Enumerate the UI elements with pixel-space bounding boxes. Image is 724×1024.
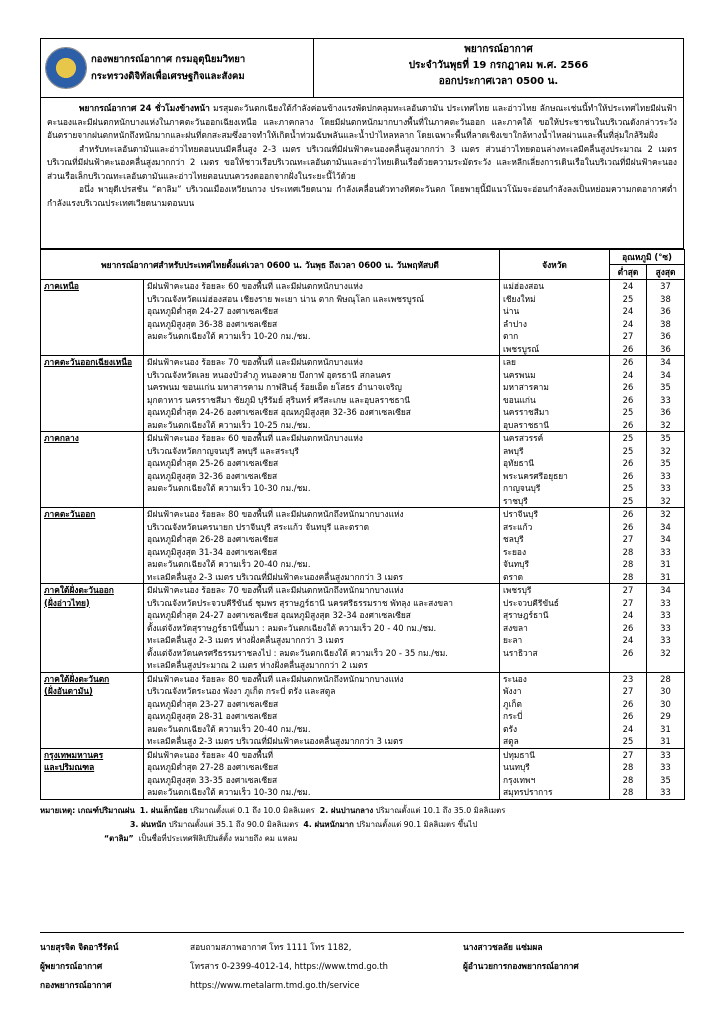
min-temp: 28 [622, 774, 634, 785]
issued-time: ออกประกาศเวลา 0500 น. [438, 76, 559, 87]
notes [40, 804, 684, 846]
region-subname: (ฝั่งอันดามัน) [44, 686, 93, 696]
min-temp: 27 [622, 534, 634, 544]
province-name: นราธิวาส [503, 647, 538, 658]
province-name: ตาก [503, 331, 519, 341]
header-org [41, 39, 314, 97]
region-forecast-cell [144, 432, 500, 508]
forecast-line: ทะเลมีคลื่นสูง 2-3 เมตร ห่างฝั่งคลื่นสูงมากกว่า 3 เมตร [147, 635, 344, 645]
forecast-line: อุณหภูมิสูงสุด 31-34 องศาเซลเซียส [147, 546, 278, 557]
contact-fax-link[interactable]: โทรสาร 0-2399-4012-14, https://www.tmd.go.th [190, 961, 388, 971]
forecast-line: มีฝนฟ้าคะนอง ร้อยละ 60 ของพื้นที่ และมีฝนตกหนักบางแห่ง [147, 433, 363, 443]
region-name: ภาคตะวันออก [44, 509, 96, 519]
max-temp-cell [647, 432, 685, 508]
min-temp: 25 [622, 445, 634, 456]
province-name-cell [500, 508, 610, 584]
region-name: กรุงเทพมหานคร [44, 749, 104, 760]
min-temp: 24 [622, 369, 634, 380]
footer-divider [40, 932, 684, 933]
org-line-1: กองพยากรณ์อากาศ กรมอุตุนิยมวิทยา [91, 54, 246, 65]
province-name-cell [500, 356, 610, 432]
region-name: ภาคกลาง [44, 433, 79, 443]
max-temp: 32 [660, 495, 671, 506]
max-temp: 34 [660, 357, 671, 367]
min-temp: 24 [622, 635, 634, 645]
province-name: สระแก้ว [503, 521, 533, 532]
max-temp: 30 [660, 698, 671, 709]
max-temp: 33 [660, 610, 671, 620]
max-temp: 33 [660, 762, 671, 772]
forecast-line: อุณหภูมิต่ำสุด 25-26 องศาเซลเซียส [147, 458, 279, 468]
region-name: ภาคตะวันออกเฉียงเหนือ [44, 357, 133, 367]
max-temp: 33 [660, 546, 671, 557]
max-temp: 34 [660, 534, 671, 544]
max-temp: 33 [660, 470, 671, 481]
min-temp: 26 [622, 458, 634, 468]
max-temp: 33 [660, 635, 671, 645]
max-temp-cell [647, 584, 685, 673]
min-temp: 25 [622, 407, 634, 417]
min-temp: 26 [622, 521, 634, 532]
forecaster-division: กองพยากรณ์อากาศ [40, 980, 112, 990]
province-name: สมุทรปราการ [503, 787, 553, 797]
min-temp: 26 [622, 711, 634, 721]
max-temp: 34 [660, 369, 671, 380]
province-name: นครพนม [503, 369, 536, 380]
province-name: ตรัง [503, 723, 518, 734]
forecast-line: อุณหภูมิต่ำสุด 24-27 องศาเซลเซียส [147, 306, 279, 316]
region-forecast-cell [144, 584, 500, 673]
forecast-line: บริเวณจังหวัดระนอง พังงา ภูเก็ต กระบี่ ตรัง และสตูล [147, 686, 336, 696]
max-temp: 36 [660, 343, 671, 354]
province-name: จันทบุรี [503, 559, 529, 569]
max-temp: 36 [660, 306, 671, 316]
province-name: กาญจนบุรี [503, 483, 541, 493]
forecaster-role: ผู้พยากรณ์อากาศ [40, 961, 103, 971]
max-temp-cell [647, 508, 685, 584]
max-temp: 34 [660, 585, 671, 595]
max-temp: 33 [660, 787, 671, 797]
province-name: ลำปาง [503, 318, 527, 329]
province-name: อุทัยธานี [503, 458, 535, 468]
province-name: นครสวรรค์ [503, 433, 544, 443]
min-temp: 26 [622, 698, 634, 709]
org-line-2: กระทรวงดิจิทัลเพื่อเศรษฐกิจและสังคม [91, 71, 245, 82]
max-temp: 35 [660, 433, 671, 443]
forecast-line: บริเวณจังหวัดกาญจนบุรี ลพบุรี และสระบุรี [147, 445, 299, 456]
rain-level-2: 2. ฝนปานกลาง [319, 805, 374, 815]
province-name: พระนครศรีอยุธยา [503, 470, 568, 481]
province-name: ชลบุรี [503, 534, 524, 544]
province-name: เชียงใหม่ [503, 293, 536, 304]
contact-phone: สอบถามสภาพอากาศ โทร 1111 โทร 1182, [190, 942, 352, 952]
min-temp: 25 [622, 483, 634, 493]
region-forecast-cell [144, 748, 500, 799]
min-temp: 24 [622, 610, 634, 620]
max-temp: 35 [660, 382, 671, 392]
region-row [41, 356, 685, 432]
regional-forecast-table [40, 249, 685, 800]
max-temp: 33 [660, 597, 671, 608]
header-title-block [314, 39, 683, 97]
forecast-line: ทะเลมีคลื่นสูง 2-3 เมตร บริเวณที่มีฝนฟ้าคะนองคลื่นสูงมากกว่า 3 เมตร [147, 736, 403, 746]
min-temp-cell [610, 584, 647, 673]
min-temp: 28 [622, 762, 634, 772]
province-name: เพชรบูรณ์ [503, 343, 540, 354]
min-temp: 25 [622, 433, 634, 443]
forecast-line: อุณหภูมิต่ำสุด 24-27 องศาเซลเซียส อุณหภูมิสูงสุด 32-34 องศาเซลเซียส [147, 610, 411, 620]
forecast-line: บริเวณจังหวัดนครนายก ปราจีนบุรี สระแก้ว จันทบุรี และตราด [147, 521, 370, 532]
max-temp: 32 [660, 647, 671, 658]
director-name: นางสาวชลลัย แซ่มผล [463, 942, 543, 952]
province-name-cell [500, 280, 610, 356]
forecast-line: บริเวณจังหวัดประจวบคีรีขันธ์ ชุมพร สุราษฎร์ธานี นครศรีธรรมราช พัทลุง และสงขลา [147, 597, 453, 608]
region-forecast-cell [144, 672, 500, 748]
province-name-cell [500, 584, 610, 673]
province-name: ระยอง [503, 546, 527, 557]
forecast-line: ทะเลมีคลื่นสูง 2-3 เมตร บริเวณที่มีฝนฟ้าคะนองคลื่นสูงมากกว่า 3 เมตร [147, 571, 403, 582]
forecast-line: มีฝนฟ้าคะนอง ร้อยละ 80 ของพื้นที่ และมีฝนตกหนักถึงหนักมากบางแห่ง [147, 673, 404, 684]
forecast-line: มีฝนฟ้าคะนอง ร้อยละ 80 ของพื้นที่ และมีฝนตกหนักถึงหนักมากบางแห่ง [147, 509, 404, 519]
min-temp: 28 [622, 559, 634, 569]
min-temp: 24 [622, 723, 634, 734]
max-temp: 29 [660, 711, 671, 721]
forecast-line: อุณหภูมิต่ำสุด 23-27 องศาเซลเซียส [147, 698, 279, 709]
forecast-line: ลมตะวันตกเฉียงใต้ ความเร็ว 10-30 กม./ชม. [147, 483, 311, 493]
forecast-line: อุณหภูมิต่ำสุด 26-28 องศาเซลเซียส [147, 534, 279, 544]
min-temp: 24 [622, 281, 634, 291]
min-temp: 25 [622, 293, 634, 304]
forecast-line: บริเวณจังหวัดแม่ฮ่องสอน เชียงราย พะเยา น่าน ตาก พิษณุโลก และเพชรบูรณ์ [147, 293, 424, 304]
min-temp: 26 [622, 470, 634, 481]
region-subname: และปริมณฑล [44, 762, 95, 772]
rain-level-4-range: ปริมาณตั้งแต่ 90.1 มิลลิเมตร ขึ้นไป [356, 819, 478, 829]
forecast-line: ลมตะวันตกเฉียงใต้ ความเร็ว 10-30 กม./ชม. [147, 787, 311, 797]
min-temp: 26 [622, 382, 634, 392]
min-temp: 27 [622, 597, 634, 608]
province-name: นนทบุรี [503, 762, 530, 772]
province-name: สงขลา [503, 622, 528, 633]
max-temp: 33 [660, 483, 671, 493]
min-temp: 28 [622, 787, 634, 797]
header-forecast: พยากรณ์อากาศสำหรับประเทศไทยตั้งแต่เวลา 0600 น. วันพุธ ถึงเวลา 0600 น. วันพฤหัสบดี [41, 250, 500, 280]
max-temp: 32 [660, 419, 671, 430]
min-temp: 28 [622, 571, 634, 582]
summary-lead: พยากรณ์อากาศ 24 ชั่วโมงข้างหน้า [79, 103, 210, 113]
max-temp: 32 [660, 445, 671, 456]
province-name: น่าน [503, 306, 520, 316]
region-row [41, 584, 685, 673]
region-name-cell [41, 584, 144, 673]
max-temp: 36 [660, 407, 671, 417]
max-temp-cell [647, 748, 685, 799]
header-temperature: อุณหภูมิ (°ซ) [610, 250, 685, 265]
province-name: นครราชสีมา [503, 407, 550, 417]
forecast-line: อุณหภูมิต่ำสุด 27-28 องศาเซลเซียส [147, 762, 279, 772]
min-temp: 25 [622, 736, 634, 746]
min-temp: 26 [622, 509, 634, 519]
forecast-line: มีฝนฟ้าคะนอง ร้อยละ 70 ของพื้นที่ และมีฝนตกหนักถึงหนักมากบางแห่ง [147, 585, 404, 595]
summary-paragraph-3: อนึ่ง พายุดีเปรสชัน “ตาลิม” บริเวณเมืองเหวียนกวง ประเทศเวียดนาม กำลังเคลื่อนตัวทางทิศตะวันตก โดยพายุนี้มีแนวโน้มจะอ่อนกำลังลงเป็นหย่อมความกดอากาศต่ำกำลังแรงบริเวณประเทศเวียดนามตอนบน [47, 184, 677, 208]
province-name-cell [500, 432, 610, 508]
province-name: ยะลา [503, 635, 523, 645]
forecast-line: มีฝนฟ้าคะนอง ร้อยละ 40 ของพื้นที่ [147, 749, 274, 760]
storm-name: “ตาลิม” [104, 833, 134, 843]
max-temp: 36 [660, 331, 671, 341]
forecast-line: อุณหภูมิสูงสุด 32-36 องศาเซลเซียส [147, 470, 278, 481]
header-max: สูงสุด [647, 265, 685, 280]
summary-paragraph-2: สำหรับทะเลอันดามันและอ่าวไทยตอนบนมีคลื่นสูง 2-3 เมตร บริเวณที่มีฝนฟ้าคะนองคลื่นสูงมากกว่า 3 เมตร ส่วนอ่าวไทยตอนล่างทะเลมีคลื่นสูงประมาณ 2 เมตร บริเวณที่มีฝนฟ้าคะนองคลื่นสูงมากกว่า 2 เมตร ขอให้ชาวเรือบริเวณทะเลอันดามันและอ่าวไทยเดินเรือด้วยความระมัดระวัง และหลีกเลี่ยงการเดินเรือในบริเวณที่มีฝนฟ้าคะนอง ส่วนเรือเล็กบริเวณทะเลอันดามันและอ่าวไทยตอนบนควรงดออกจากฝั่งในระยะนี้ไว้ด้วย [47, 143, 677, 181]
region-row [41, 672, 685, 748]
min-temp: 28 [622, 546, 634, 557]
forecast-line: อุณหภูมิสูงสุด 36-38 องศาเซลเซียส [147, 318, 278, 329]
service-link[interactable]: https://www.metalarm.tmd.go.th/service [190, 980, 360, 990]
province-name-cell [500, 748, 610, 799]
province-name: ระนอง [503, 673, 527, 684]
min-temp: 27 [622, 749, 634, 760]
province-name: ขอนแก่น [503, 394, 536, 405]
max-temp: 38 [660, 293, 671, 304]
min-temp: 25 [622, 495, 634, 506]
rain-level-1: 1. ฝนเล็กน้อย [139, 805, 188, 815]
forecast-line: บริเวณจังหวัดเลย หนองบัวลำภู หนองคาย บึงกาฬ อุดรธานี สกลนคร [147, 369, 391, 380]
region-row [41, 432, 685, 508]
province-name: ประจวบคีรีขันธ์ [503, 597, 559, 608]
rain-level-1-range: ปริมาณตั้งแต่ 0.1 ถึง 10.0 มิลลิเมตร [190, 805, 315, 815]
forecast-line: ลมตะวันตกเฉียงใต้ ความเร็ว 20-40 กม./ชม. [147, 723, 311, 734]
forecast-line: ตั้งแต่จังหวัดสุราษฎร์ธานีขึ้นมา : ลมตะวันตกเฉียงใต้ ความเร็ว 20 - 40 กม./ชม. [147, 622, 437, 633]
min-temp: 27 [622, 331, 634, 341]
min-temp-cell [610, 280, 647, 356]
max-temp: 33 [660, 394, 671, 405]
forecast-line: อุณหภูมิสูงสุด 28-31 องศาเซลเซียส [147, 711, 278, 721]
region-name-cell [41, 432, 144, 508]
min-temp: 26 [622, 647, 634, 658]
forecast-line: อุณหภูมิสูงสุด 33-35 องศาเซลเซียส [147, 774, 278, 785]
forecast-line: มีฝนฟ้าคะนอง ร้อยละ 60 ของพื้นที่ และมีฝนตกหนักบางแห่ง [147, 281, 363, 291]
forecast-line: มีฝนฟ้าคะนอง ร้อยละ 70 ของพื้นที่ และมีฝนตกหนักบางแห่ง [147, 357, 363, 367]
province-name: ตราด [503, 571, 524, 582]
max-temp-cell [647, 356, 685, 432]
min-temp: 23 [622, 673, 634, 684]
region-name-cell [41, 280, 144, 356]
region-row [41, 508, 685, 584]
forecast-date: ประจำวันพุธที่ 19 กรกฎาคม พ.ศ. 2566 [408, 60, 589, 71]
header-min: ต่ำสุด [610, 265, 647, 280]
max-temp: 35 [660, 774, 671, 785]
min-temp: 26 [622, 343, 634, 354]
region-name-cell [41, 672, 144, 748]
max-temp: 31 [660, 559, 671, 569]
tmd-logo-icon [45, 47, 87, 89]
max-temp: 38 [660, 318, 671, 329]
region-name-cell [41, 356, 144, 432]
min-temp: 24 [622, 306, 634, 316]
max-temp: 30 [660, 686, 671, 696]
region-forecast-cell [144, 356, 500, 432]
storm-name-meaning: เป็นชื่อที่ประเทศฟิลิปปินส์ตั้ง หมายถึง คม แหลม [138, 833, 298, 843]
max-temp: 31 [660, 571, 671, 582]
forecast-line: ลมตะวันตกเฉียงใต้ ความเร็ว 10-25 กม./ชม. [147, 419, 311, 430]
min-temp: 24 [622, 318, 634, 329]
province-name: กรุงเทพฯ [503, 774, 536, 785]
max-temp: 31 [660, 723, 671, 734]
min-temp-cell [610, 432, 647, 508]
forecast-page [40, 38, 684, 846]
region-name-cell [41, 748, 144, 799]
max-temp-cell [647, 672, 685, 748]
province-name: แม่ฮ่องสอน [503, 281, 545, 291]
min-temp: 26 [622, 394, 634, 405]
max-temp: 35 [660, 458, 671, 468]
header-province: จังหวัด [500, 250, 610, 280]
region-name: ภาคใต้ฝั่งตะวันตก [44, 673, 110, 684]
min-temp: 27 [622, 585, 634, 595]
rain-level-3-range: ปริมาณตั้งแต่ 35.1 ถึง 90.0 มิลลิเมตร [168, 819, 299, 829]
rain-level-4: 4. ฝนหนักมาก [303, 819, 354, 829]
forecast-line: ลมตะวันตกเฉียงใต้ ความเร็ว 20-40 กม./ชม. [147, 559, 311, 569]
notes-label: หมายเหตุ: เกณฑ์ปริมาณฝน [40, 805, 135, 815]
province-name: ราชบุรี [503, 495, 528, 506]
min-temp: 26 [622, 622, 634, 633]
region-name: ภาคเหนือ [44, 281, 79, 291]
province-name: อุบลราชธานี [503, 419, 549, 430]
max-temp: 32 [660, 509, 671, 519]
max-temp: 28 [660, 673, 671, 684]
region-name-cell [41, 508, 144, 584]
province-name: ปราจีนบุรี [503, 509, 538, 519]
region-forecast-cell [144, 508, 500, 584]
province-name: สุราษฎร์ธานี [503, 610, 549, 620]
header [40, 38, 684, 98]
rain-level-2-range: ปริมาณตั้งแต่ 10.1 ถึง 35.0 มิลลิเมตร [375, 805, 506, 815]
province-name: ปทุมธานี [503, 749, 535, 760]
min-temp-cell [610, 508, 647, 584]
province-name-cell [500, 672, 610, 748]
summary-paragraph-1: มรสุมตะวันตกเฉียงใต้กำลังค่อนข้างแรงพัดปกคลุมทะเลอันดามัน ประเทศไทย และอ่าวไทย ลักษณะเช่นนี้ทำให้ประเทศไทยมีฝนฟ้าคะนองและมีฝนตกหนักบางแห่งในภาคตะวันออกเฉียงเหนือ และภาคกลาง โดยมีฝนตกหนักมากบางพื้นที่ในภาคตะวันออก และภาคใต้ ขอให้ประชาชนในบริเวณดังกล่าวระวังอันตรายจากฝนตกหนักถึงหนักมากและฝนที่ตกสะสมซึ่งอาจทำให้เกิดน้ำท่วมฉับพลันและน้ำป่าไหลหลาก โดยเฉพาะพื้นที่ลาดเชิงเขาใกล้ทางน้ำไหลผ่านและพื้นที่ลุ่มใกล้ริมฝั่ง [47, 103, 677, 140]
forecast-line: มุกดาหาร นครราชสีมา ชัยภูมิ บุรีรัมย์ สุรินทร์ ศรีสะเกษ และอุบลราชธานี [147, 394, 411, 405]
rain-level-3: 3. ฝนหนัก [130, 819, 167, 829]
min-temp-cell [610, 748, 647, 799]
region-forecast-cell [144, 280, 500, 356]
page-title: พยากรณ์อากาศ [464, 44, 533, 55]
province-name: เพชรบุรี [503, 585, 532, 595]
max-temp: 37 [660, 281, 671, 291]
forecaster-name: นายสุรจิต จิตอารีรัตน์ [40, 942, 119, 952]
max-temp: 33 [660, 749, 671, 760]
region-row [41, 748, 685, 799]
province-name: ลพบุรี [503, 445, 524, 456]
province-name: พังงา [503, 686, 522, 696]
min-temp: 26 [622, 357, 634, 367]
province-name: กระบี่ [503, 711, 523, 721]
province-name: มหาสารคาม [503, 382, 549, 392]
province-name: ภูเก็ต [503, 698, 522, 709]
province-name: เลย [503, 357, 516, 367]
forecast-summary [40, 98, 684, 249]
max-temp: 33 [660, 622, 671, 633]
forecast-line: ทะเลมีคลื่นสูงประมาณ 2 เมตร ห่างฝั่งคลื่นสูงมากกว่า 2 เมตร [147, 660, 368, 670]
min-temp: 27 [622, 686, 634, 696]
region-row [41, 280, 685, 356]
max-temp-cell [647, 280, 685, 356]
min-temp: 26 [622, 419, 634, 430]
max-temp: 34 [660, 521, 671, 532]
forecast-line: ลมตะวันตกเฉียงใต้ ความเร็ว 10-20 กม./ชม. [147, 331, 311, 341]
min-temp-cell [610, 356, 647, 432]
forecast-line: นครพนม ขอนแก่น มหาสารคาม กาฬสินธุ์ ร้อยเอ็ด ยโสธร อำนาจเจริญ [147, 382, 402, 392]
min-temp-cell [610, 672, 647, 748]
forecast-line: ตั้งแต่จังหวัดนครศรีธรรมราชลงไป : ลมตะวันตกเฉียงใต้ ความเร็ว 20 - 35 กม./ชม. [147, 647, 448, 658]
forecast-line: อุณหภูมิต่ำสุด 24-26 องศาเซลเซียส อุณหภูมิสูงสุด 32-36 องศาเซลเซียส [147, 407, 411, 417]
region-name: ภาคใต้ฝั่งตะวันออก [44, 585, 114, 595]
province-name: สตูล [503, 736, 519, 746]
director-role: ผู้อำนวยการกองพยากรณ์อากาศ [463, 961, 579, 971]
region-subname: (ฝั่งอ่าวไทย) [44, 597, 90, 608]
max-temp: 31 [660, 736, 671, 746]
